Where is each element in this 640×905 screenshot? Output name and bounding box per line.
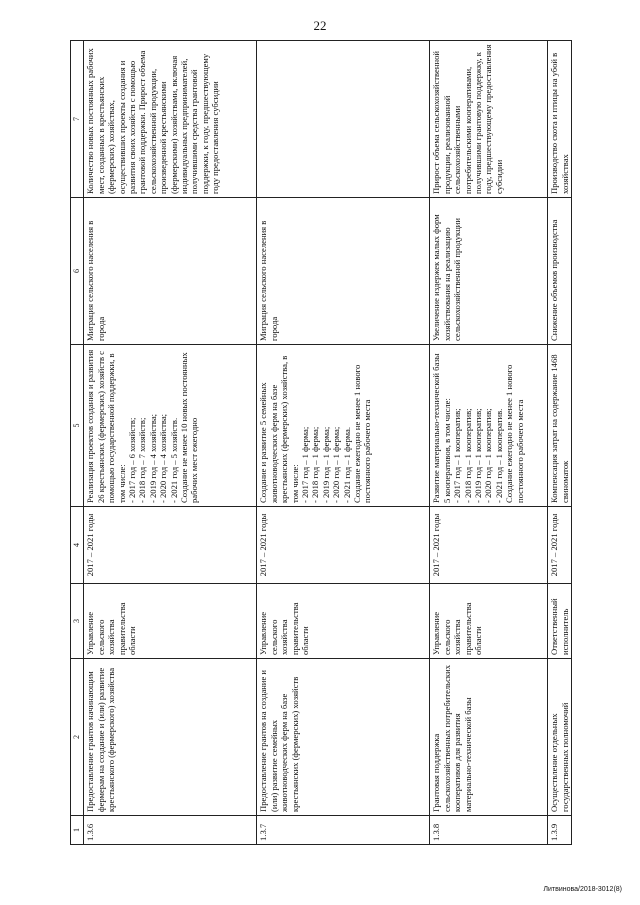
consequence-cell: Миграция сельского населения в города bbox=[257, 198, 430, 345]
row-id: 1.3.8 bbox=[430, 816, 548, 845]
result-line: - 2020 год – 1 ферма; bbox=[331, 426, 342, 503]
table-row bbox=[84, 41, 257, 845]
result-cell bbox=[548, 345, 572, 507]
row-id: 1.3.7 bbox=[257, 816, 430, 845]
header-col-7: 7 bbox=[71, 41, 84, 198]
result-line: Компенсация затрат на содержание 1468 свиноматок bbox=[549, 354, 570, 503]
row-id: 1.3.9 bbox=[548, 816, 572, 845]
consequence-cell: Снижение объемов производства bbox=[548, 198, 572, 345]
measures-table bbox=[70, 40, 572, 845]
result-line: - 2020 год – 4 хозяйства; bbox=[158, 413, 169, 503]
measure-cell: Грантовая поддержка сельскохозяйственных потребительских кооперативов для развития материально-технической базы bbox=[430, 659, 548, 816]
period-cell: 2017 – 2021 годы bbox=[430, 507, 548, 584]
result-line: - 2017 год – 6 хозяйств; bbox=[127, 417, 138, 503]
result-cell bbox=[257, 345, 430, 507]
row-id: 1.3.6 bbox=[84, 816, 257, 845]
result-cell bbox=[430, 345, 548, 507]
result-line: Создание и развитие 5 семейных животноводческих ферм на базе крестьянских (фермерских) хозяйства, в том числе: bbox=[258, 355, 300, 503]
consequence-cell: Увеличение издержек малых форм хозяйствования на реализацию сельскохозяйственной продукции bbox=[430, 198, 548, 345]
result-line: - 2018 год – 1 ферма; bbox=[310, 426, 321, 503]
result-line: Развитие материально-технической базы 5 кооперативов, в том числе: bbox=[431, 353, 452, 503]
responsible-cell: Управление сельского хозяйства правительства области bbox=[430, 584, 548, 659]
result-cell bbox=[84, 345, 257, 507]
header-col-3: 3 bbox=[71, 584, 84, 659]
rotated-table-container bbox=[70, 44, 570, 845]
measure-cell: Предоставление грантов начинающим фермерам на создание и (или) развитие крестьянского (фермерского) хозяйства bbox=[84, 659, 257, 816]
result-line: - 2019 год – 4 хозяйства; bbox=[147, 413, 158, 503]
result-line: - 2018 год – 7 хозяйств; bbox=[137, 417, 148, 503]
measure-cell: Осуществление отдельных государственных полномочий bbox=[548, 659, 572, 816]
header-col-5: 5 bbox=[71, 345, 84, 507]
responsible-cell: Управление сельского хозяйства правительства области bbox=[257, 584, 430, 659]
table-row bbox=[430, 41, 548, 845]
result-line: - 2019 год – 1 ферма; bbox=[320, 426, 331, 503]
measure-cell: Предоставление грантов на создание и (или) развитие семейных животноводческих ферм на базе крестьянских (фермерских) хозяйств bbox=[257, 659, 430, 816]
result-line: - 2020 год – 1 кооператив; bbox=[483, 408, 494, 503]
table-row bbox=[257, 41, 430, 845]
result-line: Реализация проектов создания и развития 26 крестьянских (фермерских) хозяйств с помощью государственной поддержки, в том числе: bbox=[85, 349, 127, 503]
header-col-2: 2 bbox=[71, 659, 84, 816]
indicator-cell: Количество новых постоянных рабочих мест, созданных в крестьянских (фермерских) хозяйствах, осуществивших проекты создания и развития своих хозяйств с помощью грантовой поддержки. Прирост объема сельскохозяйственной продукции, произведенной крестьянскими (фермерскими) хозяйствами, включая индивидуальных предпринимателей, получившими средства грантовой поддержки, к году, предшествующему году предоставления субсидии bbox=[84, 41, 257, 198]
responsible-cell: Ответственный исполнитель bbox=[548, 584, 572, 659]
result-line: - 2019 год – 1 кооператив; bbox=[473, 408, 484, 503]
period-cell: 2017 – 2021 годы bbox=[548, 507, 572, 584]
result-line: - 2017 год – 1 ферма; bbox=[300, 426, 311, 503]
result-line: Создание ежегодно не менее 1 нового постоянного рабочего места bbox=[352, 364, 373, 503]
result-line: - 2021 год – 5 хозяйств. bbox=[168, 417, 179, 503]
result-line: Создание ежегодно не менее 1 нового постоянного рабочего места bbox=[504, 364, 525, 503]
indicator-cell: Прирост объема сельскохозяйственной продукции, реализованной сельскохозяйственными потребительскими кооперативами, получившими грантовую поддержку, к году, предшествующему предоставления субсидии bbox=[430, 41, 548, 198]
header-col-6: 6 bbox=[71, 198, 84, 345]
indicator-cell bbox=[257, 41, 430, 198]
header-col-1: 1 bbox=[71, 816, 84, 845]
page-number: 22 bbox=[313, 18, 327, 33]
indicator-cell: Производство скота и птицы на убой в хозяйствах bbox=[548, 41, 572, 198]
period-cell: 2017 – 2021 годы bbox=[84, 507, 257, 584]
result-line: - 2021 год – 1 кооператив. bbox=[493, 408, 504, 503]
period-cell: 2017 – 2021 годы bbox=[257, 507, 430, 584]
result-line: - 2021 год – 1 ферма. bbox=[341, 426, 352, 503]
result-line: Создание не менее 10 новых постоянных рабочих мест ежегодно bbox=[179, 352, 200, 503]
result-line: - 2017 год – 1 кооператив; bbox=[452, 408, 463, 503]
footer-stamp: Литвинова/2018-3012(8) bbox=[543, 886, 622, 893]
table-header-row bbox=[71, 41, 84, 845]
consequence-cell: Миграция сельского населения в города bbox=[84, 198, 257, 345]
result-line: - 2018 год – 1 кооператив; bbox=[462, 408, 473, 503]
table-row bbox=[548, 41, 572, 845]
header-col-4: 4 bbox=[71, 507, 84, 584]
responsible-cell: Управление сельского хозяйства правительства области bbox=[84, 584, 257, 659]
